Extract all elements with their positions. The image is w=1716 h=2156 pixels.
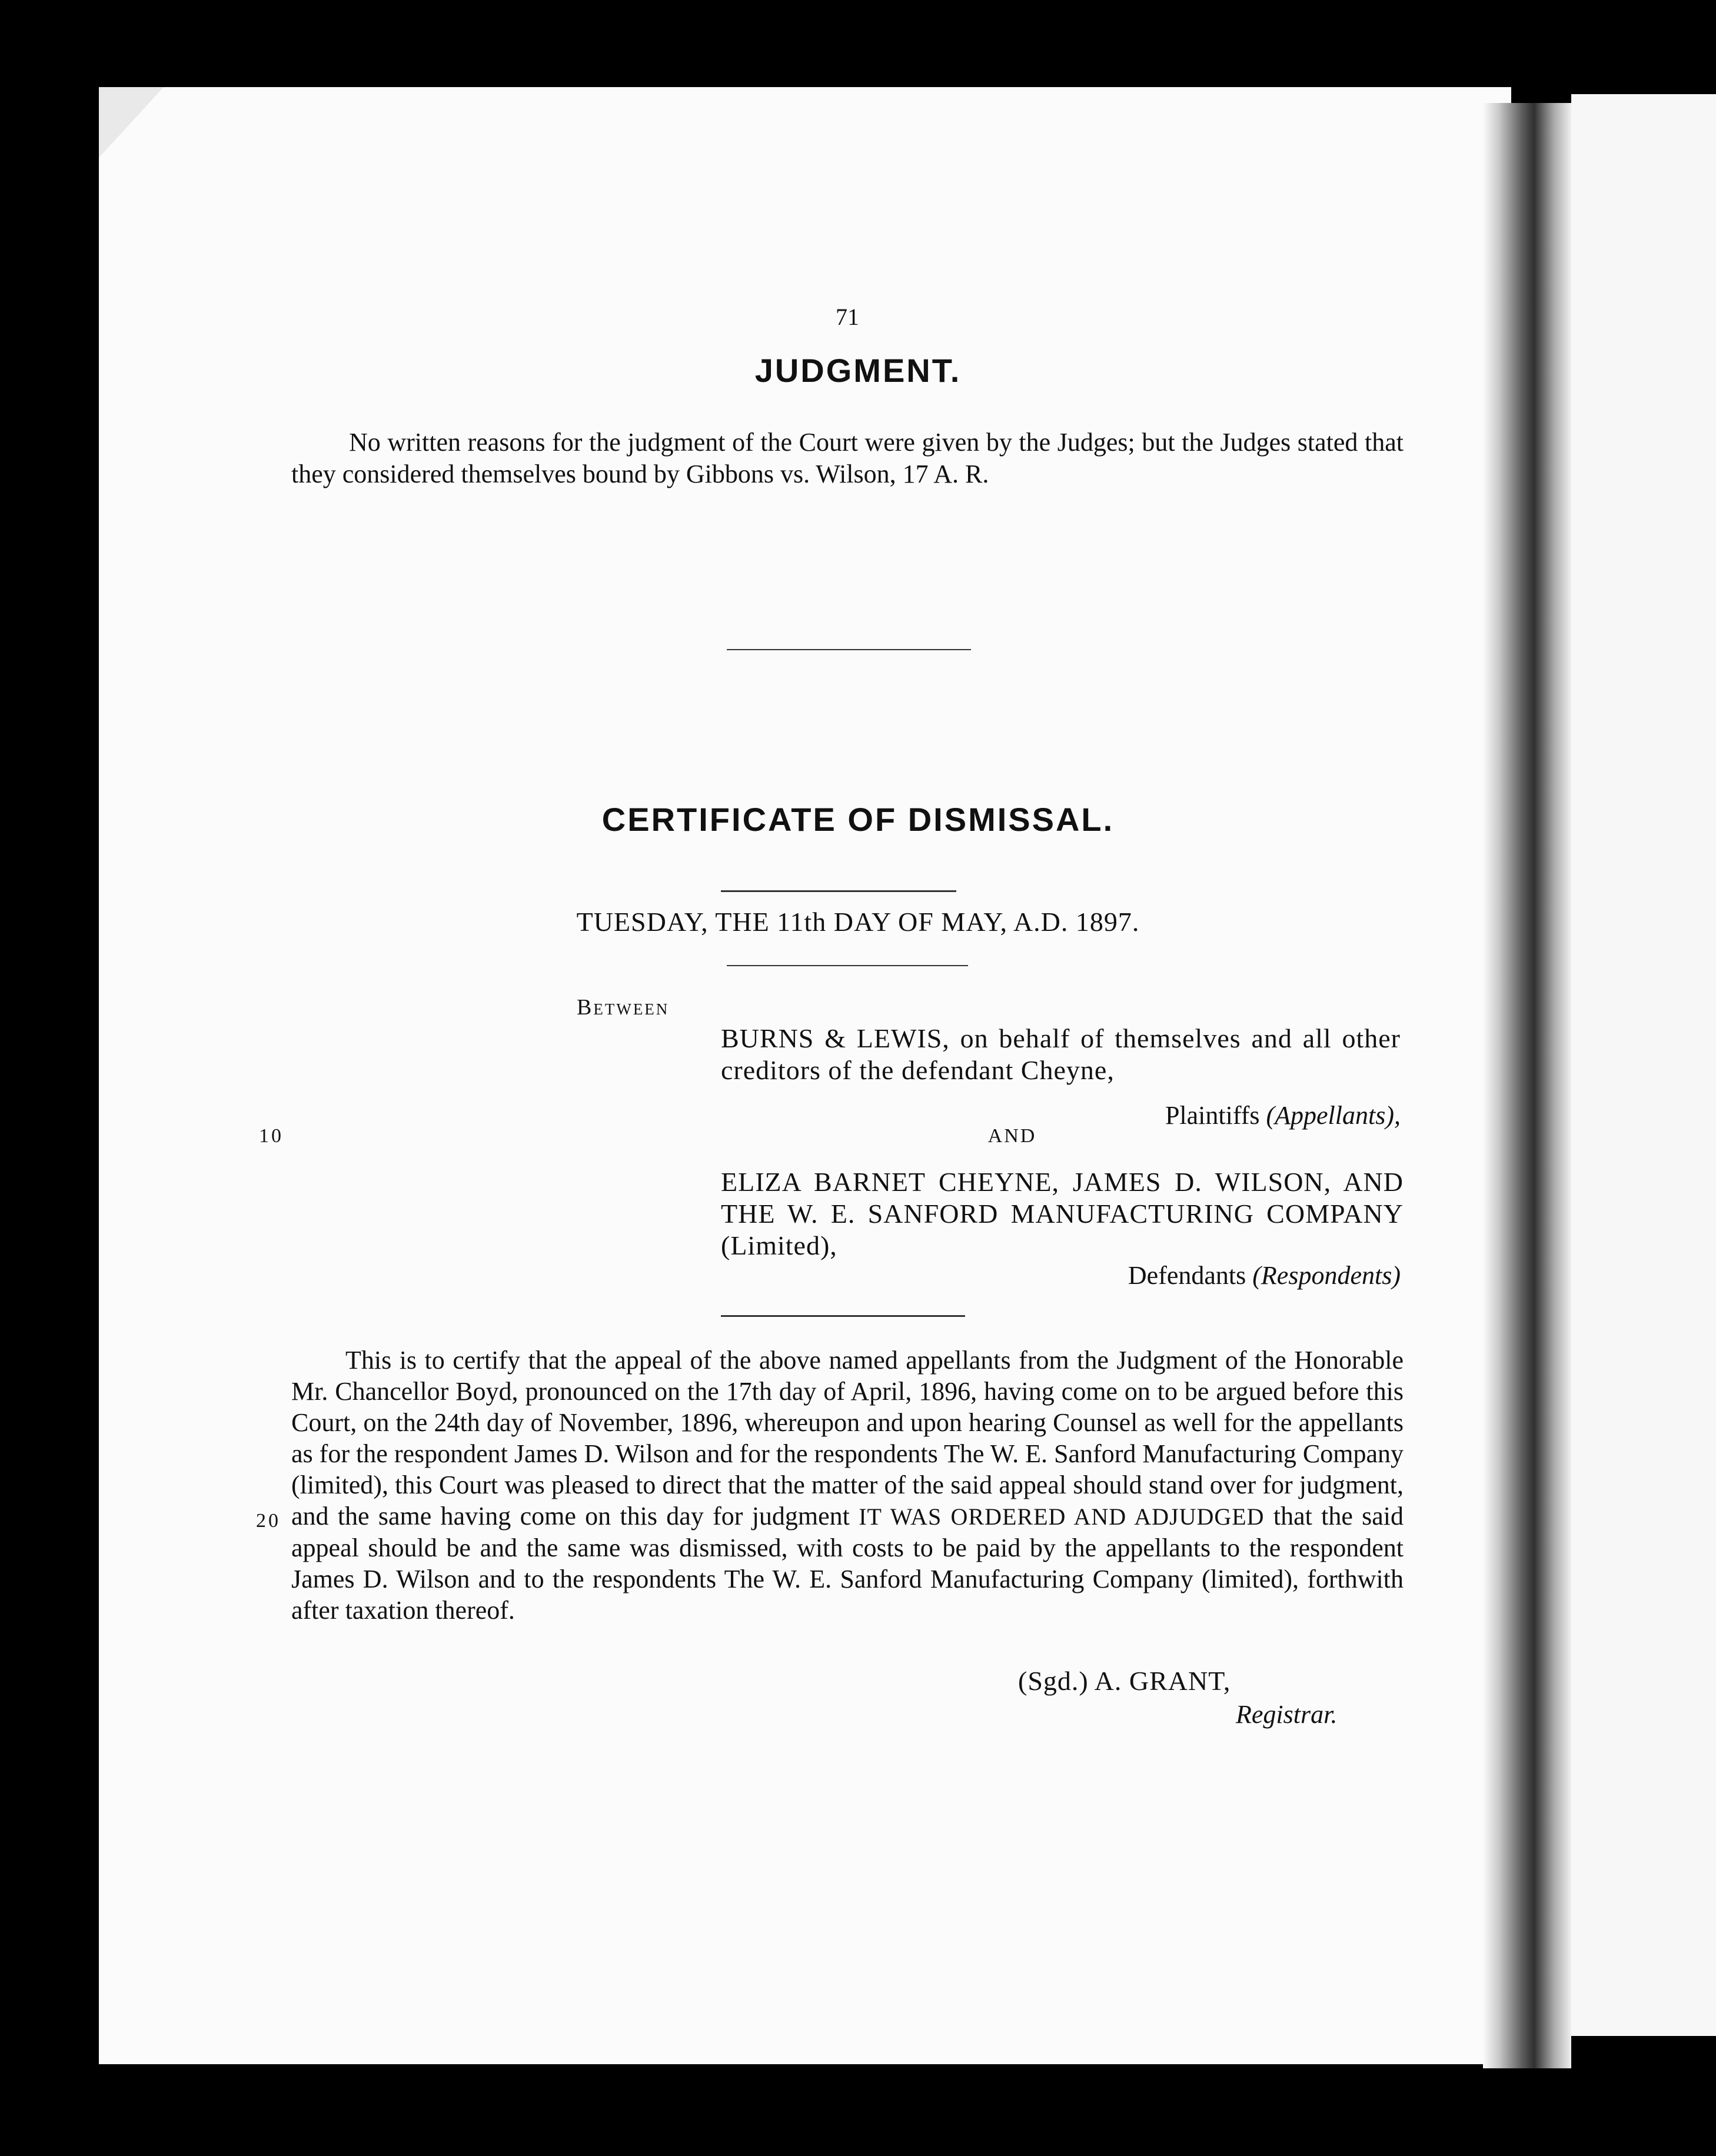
parties-rule	[721, 1315, 965, 1317]
book-gutter-shadow	[1483, 103, 1571, 2068]
signatory-title: Registrar.	[1236, 1700, 1338, 1729]
section-divider	[727, 649, 971, 650]
defendants-role	[721, 1260, 1401, 1290]
plaintiffs-names: BURNS & LEWIS, on behalf of themselves and all other creditors of the defendant Cheyne,	[721, 1023, 1401, 1085]
plaintiffs-role-paren: (Appellants),	[1266, 1101, 1401, 1130]
date-line: TUESDAY, THE 11th DAY OF MAY, A.D. 1897.	[576, 907, 1140, 937]
defendants-names: ELIZA BARNET CHEYNE, JAMES D. WILSON, AND THE W. E. SANFORD MANUFACTURING COMPANY (Limited),	[721, 1167, 1404, 1260]
page-corner-fold	[99, 87, 164, 158]
defendants-role-label: Defendants	[1128, 1261, 1246, 1290]
certificate-heading: CERTIFICATE OF DISMISSAL.	[601, 801, 1115, 838]
defendants-role-paren: (Respondents)	[1252, 1261, 1401, 1290]
certificate-body-end: that the said appeal should be and the same was dismissed, with costs to be paid by the appellants to the respondent James D. Wilson and to the respondents The W. E. Sanford Manufacturing Company (limited), forthwith after taxation thereof.	[291, 1502, 1404, 1625]
certificate-body-start: This is to certify that the appeal of the above named appellants from the Judgment of the Honorable Mr. Chancellor Boyd, pronounced on the 17th day of April, 1896, having come on to be argued before this Court, on the 24th day of November, 1896, whereupon and upon hearing Counsel as well for the appellants as for the respondent James D. Wilson and for the respondents The W. E. Sanford Manufacturing Company (limited), this Court was pleased to direct that the matter of the said appeal should stand over for judgment, and the same having come on this day for judgment	[291, 1346, 1404, 1531]
certificate-body	[291, 1345, 1404, 1626]
heading-rule	[721, 890, 956, 892]
judgment-heading: JUDGMENT.	[754, 352, 962, 389]
margin-line-number-10: 10	[259, 1125, 284, 1147]
judgment-text: No written reasons for the judgment of the Court were given by the Judges; but the Judges stated that they considered themselves bound by Gibbons vs. Wilson, 17 A. R.	[291, 428, 1404, 488]
and-label: AND	[987, 1125, 1037, 1147]
certificate-order-phrase: IT WAS ORDERED AND ADJUDGED	[859, 1503, 1265, 1530]
date-rule	[727, 965, 968, 966]
page-number: 71	[836, 304, 859, 330]
margin-line-number-20: 20	[256, 1510, 281, 1532]
between-label: Between	[577, 995, 670, 1020]
plaintiffs-role-label: Plaintiffs	[1165, 1101, 1260, 1130]
signature: (Sgd.) A. GRANT,	[1018, 1666, 1231, 1696]
